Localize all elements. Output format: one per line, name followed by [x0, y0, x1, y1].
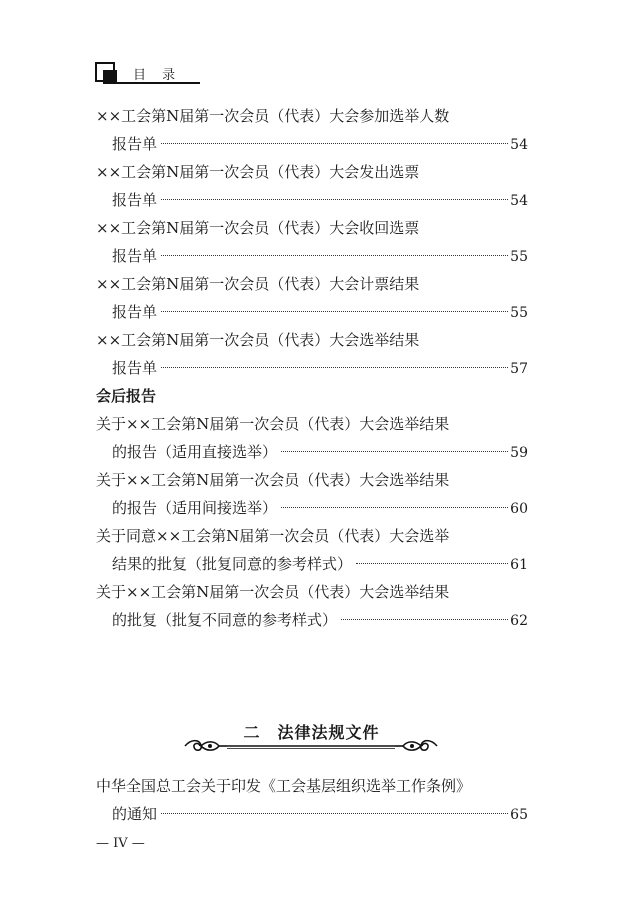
toc-entry-line: ××工会第N届第一次会员（代表）大会选举结果	[96, 331, 420, 349]
toc-list-part-two	[96, 772, 528, 828]
section-heading: 会后报告	[96, 387, 157, 405]
toc-entry-title: 报告单	[112, 247, 158, 265]
toc-entry-line: ××工会第N届第一次会员（代表）大会收回选票	[96, 219, 420, 237]
toc-entry-title: 报告单	[112, 135, 158, 153]
toc-entry-line: 中华全国总工会关于印发《工会基层组织选举工作条例》	[96, 777, 472, 795]
toc-entry-continuation[interactable]	[96, 130, 528, 158]
dot-leader	[161, 199, 508, 200]
toc-entry-continuation[interactable]	[96, 438, 528, 466]
toc-entry-title: 报告单	[112, 303, 158, 321]
page-number: 60	[510, 501, 528, 517]
toc-entry-title: 报告单	[112, 191, 158, 209]
page-number: 65	[510, 807, 528, 823]
page-number: 54	[510, 137, 528, 153]
page-number: 55	[510, 249, 528, 265]
dot-leader	[161, 367, 508, 368]
toc-entry-continuation[interactable]	[96, 298, 528, 326]
toc-entry-title: 的通知	[112, 805, 158, 823]
page-number: 62	[510, 613, 528, 629]
page-number: 57	[510, 361, 528, 377]
toc-entry-line: ××工会第N届第一次会员（代表）大会发出选票	[96, 163, 420, 181]
dot-leader	[341, 619, 508, 620]
dot-leader	[281, 451, 508, 452]
toc-entry-title: 报告单	[112, 359, 158, 377]
toc-header	[95, 62, 200, 88]
toc-entry-continuation[interactable]	[96, 606, 528, 634]
dot-leader	[161, 143, 508, 144]
toc-entry-continuation[interactable]	[96, 186, 528, 214]
page-number: 55	[510, 305, 528, 321]
dot-leader	[161, 255, 508, 256]
dot-leader	[281, 507, 508, 508]
toc-entry-title: 的批复（批复不同意的参考样式）	[112, 611, 338, 629]
toc-entry-line: 关于××工会第N届第一次会员（代表）大会选举结果	[96, 415, 450, 433]
toc-entry-line: ××工会第N届第一次会员（代表）大会参加选举人数	[96, 107, 450, 125]
toc-entry-line: 关于××工会第N届第一次会员（代表）大会选举结果	[96, 471, 450, 489]
dot-leader	[356, 563, 508, 564]
page-number: 54	[510, 193, 528, 209]
toc-entry-continuation[interactable]	[96, 494, 528, 522]
toc-entry-line: 关于同意××工会第N届第一次会员（代表）大会选举	[96, 527, 450, 545]
dot-leader	[161, 311, 508, 312]
page-number: 59	[510, 445, 528, 461]
toc-entry-continuation[interactable]	[96, 800, 528, 828]
ornament-divider-icon	[183, 737, 439, 755]
page-title: 目 录	[133, 68, 182, 83]
toc-entry-continuation[interactable]	[96, 354, 528, 382]
toc-entry-title: 的报告（适用直接选举）	[112, 443, 278, 461]
toc-list	[96, 102, 528, 634]
part-heading: 二 法律法规文件	[243, 723, 380, 742]
page-folio: — IV —	[96, 836, 145, 851]
toc-entry-continuation[interactable]	[96, 550, 528, 578]
toc-entry-line: ××工会第N届第一次会员（代表）大会计票结果	[96, 275, 420, 293]
dot-leader	[161, 813, 508, 814]
toc-entry-continuation[interactable]	[96, 242, 528, 270]
page-number: 61	[510, 557, 528, 573]
toc-entry-title: 结果的批复（批复同意的参考样式）	[112, 555, 353, 573]
toc-entry-title: 的报告（适用间接选举）	[112, 499, 278, 517]
toc-entry-line: 关于××工会第N届第一次会员（代表）大会选举结果	[96, 583, 450, 601]
